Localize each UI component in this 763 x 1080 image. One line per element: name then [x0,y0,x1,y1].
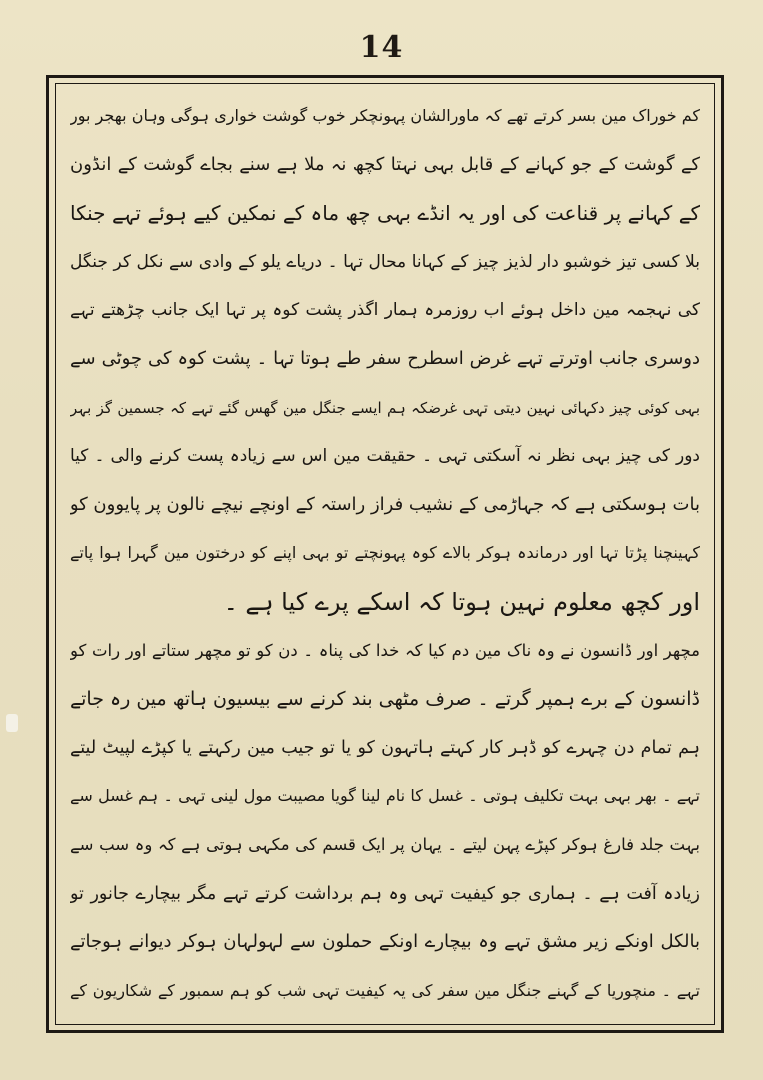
text-line: بات ہوسکتی ہے کہ جہاڑمی کے نشیب فراز راستہ کے اونچے نیچے نالون پر پایوون کو [70,493,700,515]
text-line: دوسری جانب اوترتے تہے غرض اسطرح سفر طے ہوتا تہا ۔ پشت کوہ کی چوٹی سے [70,347,700,369]
margin-blemish [6,714,18,732]
text-line: کم خوراک مین بسر کرتے تھے کہ ماورالشان پہونچکر خوب گوشت خواری ہوگی وہان بھجر بور [70,106,700,125]
urdu-text-body [70,92,700,1015]
text-line: زیادہ آفت ہے ۔ ہماری جو کیفیت تہی وہ ہم برداشت کرتے تہے مگر بیچارے جانور تو [70,883,700,904]
text-line: اور کچھ معلوم نہین ہوتا کہ اسکے پرے کیا ہے ۔ [223,587,700,616]
text-line: ڈانسون کے برے ہمپر گرتے ۔ صرف مٹھی بند کرنے سے بیسیون ہاتھ مین رہ جاتے [70,688,700,711]
text-line: ہم تمام دن چہرے کو ڈہر کار کہتے ہاتہون کو یا تو جیب مین رکہتے یا کپڑے لپیٹ لیتے [70,737,700,758]
text-line: بلا کسی تیز خوشبو دار لذیز چیز کے کہانا محال تہا ۔ دریاے یلو کے وادی سے نکل کر جنگل [70,251,700,272]
text-line: کے گوشت کے جو کہانے کے قابل بہی نہتا کچھ نہ ملا ہے سنے بجاے گوشت کے انڈون [70,153,700,175]
text-line: بہی کوئی چیز دکہائی نہین دیتی تہی غرضکہ ہم ایسے جنگل مین گھس گئے تہے کہ جسمین گز بہر [70,398,700,417]
page-number: 14 [359,30,404,65]
text-line: دور کی چیز بہی نظر نہ آسکتی تہی ۔ حقیقت مین اس سے زیادہ پست کرنے والی ۔ کیا [70,446,700,467]
text-line: کی نہجمہ مین داخل ہوئے اب روزمرہ ہمار اگذر پشت کوہ پر تہا ایک جانب چڑھتے تہے [70,300,700,321]
text-line: تہے ۔ بھر بہی بہت تکلیف ہوتی ۔ غسل کا نام لینا گویا مصیبت مول لینی تہی ۔ ہم غسل سے [70,786,700,806]
text-line: مچھر اور ڈانسون نے وہ ناک مین دم کیا کہ خدا کی پناہ ۔ دن کو تو مچھر ستاتے اور رات کو [70,640,700,660]
text-line: تہے ۔ منچوریا کے گہنے جنگل مین سفر کی یہ کیفیت تہی شب کو ہم سمبور کے شکاریون کے [70,980,700,1000]
text-line: بہت جلد فارغ ہوکر کپڑے پہن لیتے ۔ یہان پر ایک قسم کی مکہی ہوتی ہے کہ وہ سب سے [70,834,700,854]
text-line: کہینچنا پڑتا تہا اور درماندہ ہوکر بالاے کوہ پہونچتے تو بہی اپنے کو درختون مین گہرا ہوا پاتے [70,543,700,563]
text-line: بالکل اونکے زیر مشق تہے وہ بیچارے اونکے حملون سے لہولہان ہوکر دیوانے ہوجاتے [70,931,700,953]
text-line: کے کہانے پر قناعت کی اور یہ انڈے بہی چھ ماہ کے نمکین کیے ہوئے تہے جنکا [70,201,700,226]
